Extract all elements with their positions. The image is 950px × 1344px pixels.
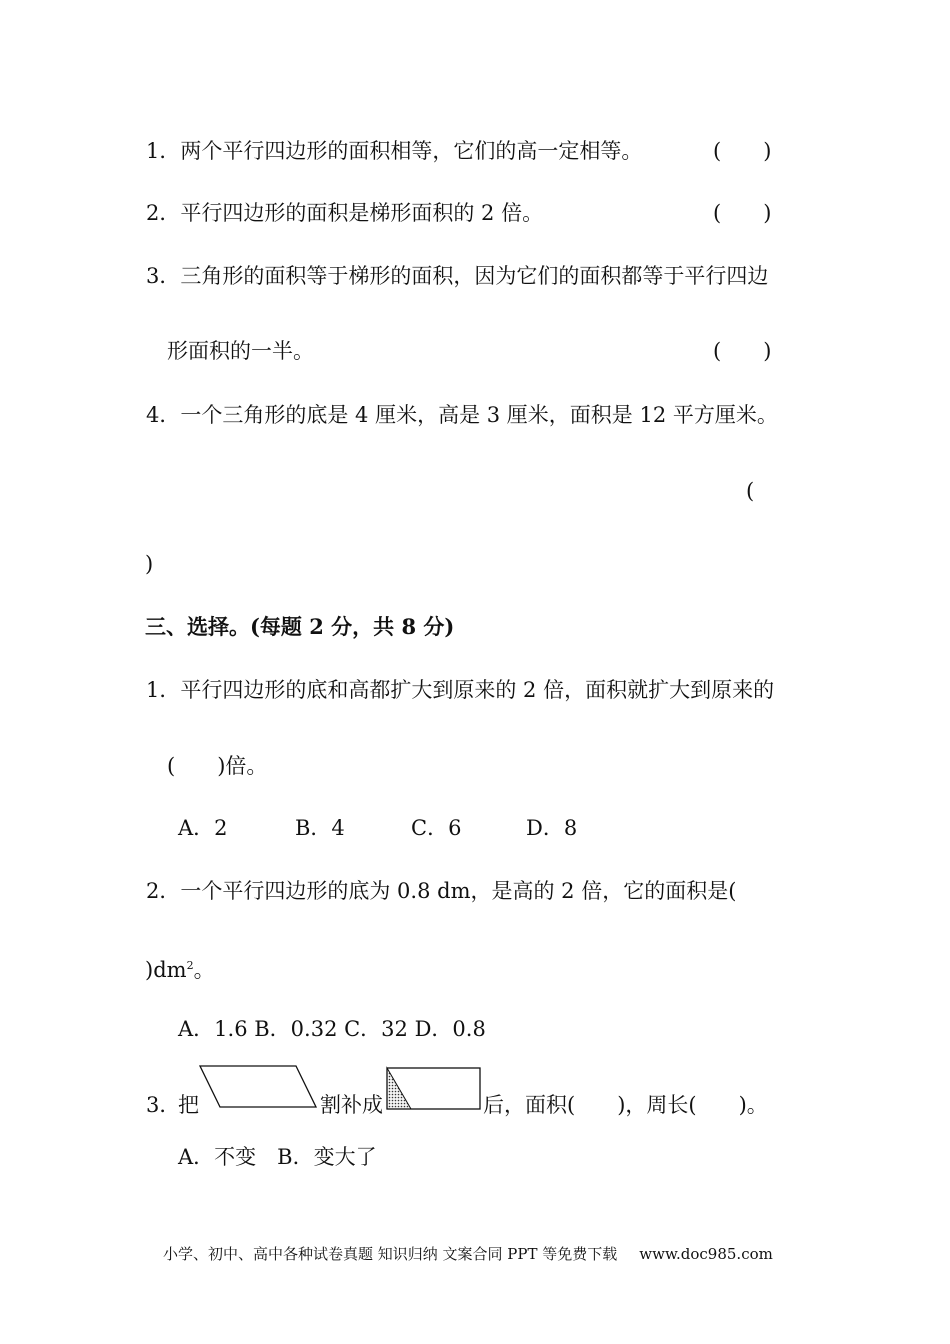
choice-q2-cont [145,953,215,983]
answer-paren: ( ) [713,339,772,363]
section-heading: 三、选择。(每题 2 分，共 8 分) [145,614,455,639]
unit-superscript: 2 [186,959,194,972]
choice-q3-num: 3． [146,1093,181,1117]
option-d: D．8 [526,816,578,840]
question-text: 平行四边形的底和高都扩大到原来的 2 倍，面积就扩大到原来的 [180,678,775,702]
choice-q1 [146,677,774,703]
option-c: C．6 [411,816,462,840]
question-text: 两个平行四边形的面积相等，它们的高一定相等。 [180,139,643,163]
choice-q3-options: A．不变 B．变大了 [178,1145,377,1169]
question-number: 2． [146,201,181,225]
period: 。 [193,958,215,982]
rectangle-figure [385,1066,483,1111]
judge-q3-cont: 形面积的一半。 [167,339,314,363]
choice-q3-mid: 割补成 [320,1093,383,1117]
choice-q1-options [178,815,577,841]
question-number: 3． [146,264,181,288]
question-number: 1． [146,139,181,163]
question-text: 一个三角形的底是 4 厘米，高是 3 厘米，面积是 12 平方厘米。 [180,403,778,427]
question-text: 三角形的面积等于梯形的面积，因为它们的面积都等于平行四边 [180,264,769,288]
footer-url[interactable]: www.doc985.com [639,1245,773,1263]
choice-q3-pre: 把 [178,1093,199,1117]
choice-q2 [146,878,736,904]
footer-left: 小学、初中、高中各种试卷真题 知识归纳 文案合同 PPT 等免费下载 [163,1245,618,1263]
question-number: 4． [146,403,181,427]
unit-text: )dm [145,958,187,982]
judge-q4 [146,402,778,428]
question-text: 一个平行四边形的底为 0.8 dm，是高的 2 倍，它的面积是( [180,879,737,903]
judge-q1 [146,138,642,164]
answer-paren: ( ) [713,139,772,163]
parallelogram-figure [198,1064,320,1110]
footer [163,1244,773,1264]
answer-paren-open: ( [746,479,755,503]
choice-q2-options: A．1.6 B．0.32 C．32 D．0.8 [178,1017,486,1041]
option-b: B．4 [295,816,345,840]
answer-paren-close: ) [145,552,154,576]
question-text: 平行四边形的面积是梯形面积的 2 倍。 [180,201,544,225]
choice-q3-post: 后，面积( )，周长( )。 [483,1093,768,1117]
question-number: 1． [146,678,181,702]
judge-q2 [146,200,543,226]
option-a: A．2 [178,816,228,840]
choice-q1-cont: ( )倍。 [167,754,268,778]
question-number: 2． [146,879,181,903]
answer-paren: ( ) [713,201,772,225]
judge-q3 [146,263,768,289]
